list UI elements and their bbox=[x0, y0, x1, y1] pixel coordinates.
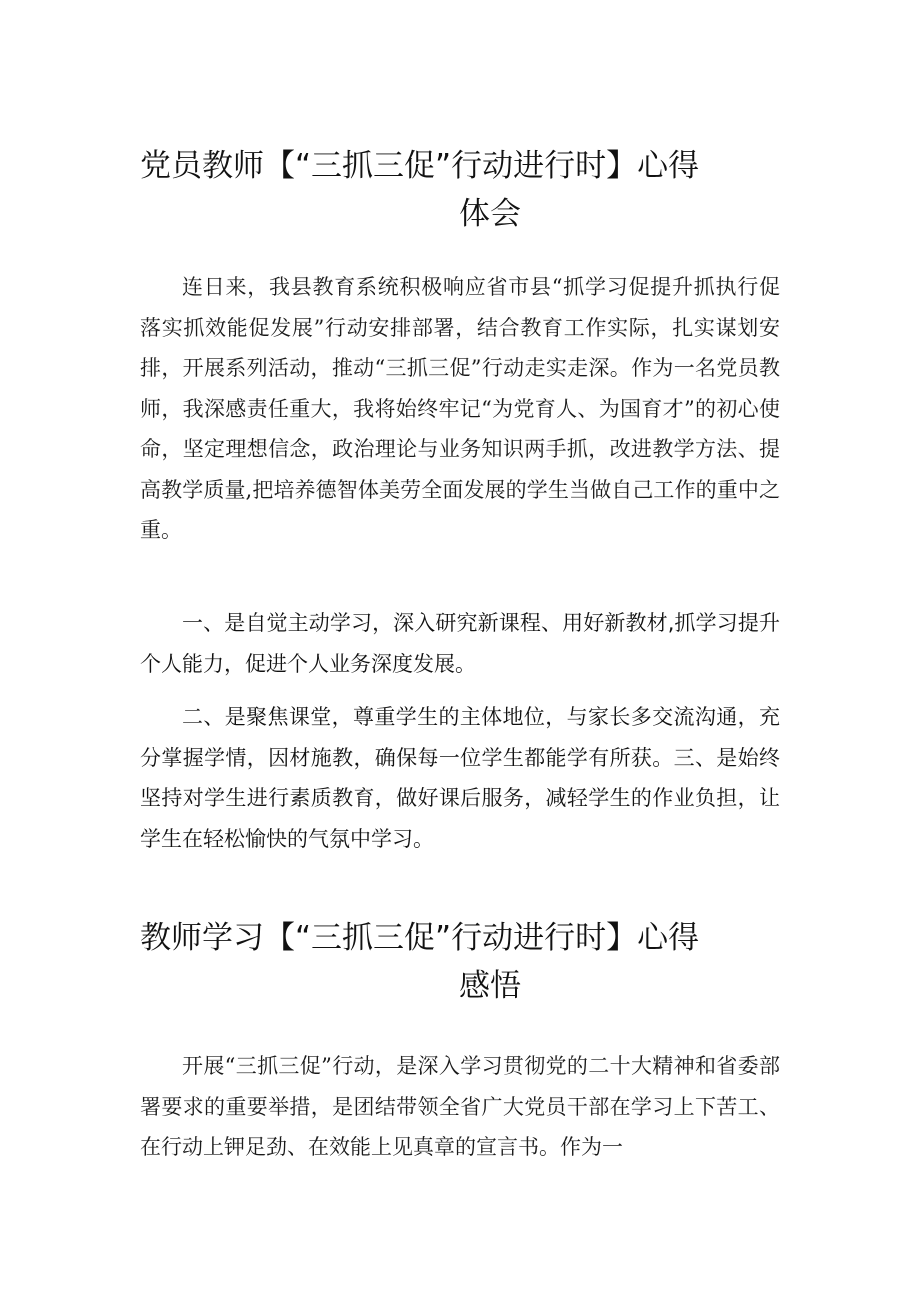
article1-paragraph1: 连日来，我县教育系统积极响应省市县“抓学习促提升抓执行促落实抓效能促发展”行动安排部署，结合教育工作实际，扎实谋划安排，开展系列活动，推动“三抓三促”行动走实走深。作为一名党员教师，我深感责任重大，我将始终牢记“为党育人、为国育才”的初心使命，坚定理想信念，政治理论与业务知识两手抓，改进教学方法、提高教学质量,把培养德智体美劳全面发展的学生当做自己工作的重中之重。 bbox=[140, 275, 780, 542]
article1-paragraph3: 二、是聚焦课堂，尊重学生的主体地位，与家长多交流沟通，充分掌握学情，因材施教，确保每一位学生都能学有所获。三、是始终坚持对学生进行素质教育，做好课后服务，减轻学生的作业负担，让学生在轻松愉快的气氛中学习。 bbox=[140, 705, 780, 851]
article1-title bbox=[140, 142, 780, 238]
article2-paragraph1: 开展“三抓三促”行动，是深入学习贯彻党的二十大精神和省委部署要求的重要举措，是团结带领全省广大党员干部在学习上下苦工、在行动上钾足劲、在效能上见真章的宣言书。作为一 bbox=[140, 1054, 780, 1159]
article1-title-line1: 党员教师【“三抓三促”行动进行时】心得 bbox=[140, 148, 700, 184]
article2-title bbox=[140, 914, 780, 1010]
article2-title-line2: 感悟 bbox=[459, 968, 521, 1004]
article1-title-line2: 体会 bbox=[459, 196, 521, 232]
article1-paragraph2: 一、是自觉主动学习，深入研究新课程、用好新教材,抓学习提升个人能力，促进个人业务深度发展。 bbox=[140, 611, 780, 676]
article2-title-line1: 教师学习【“三抓三促”行动进行时】心得 bbox=[140, 920, 700, 956]
